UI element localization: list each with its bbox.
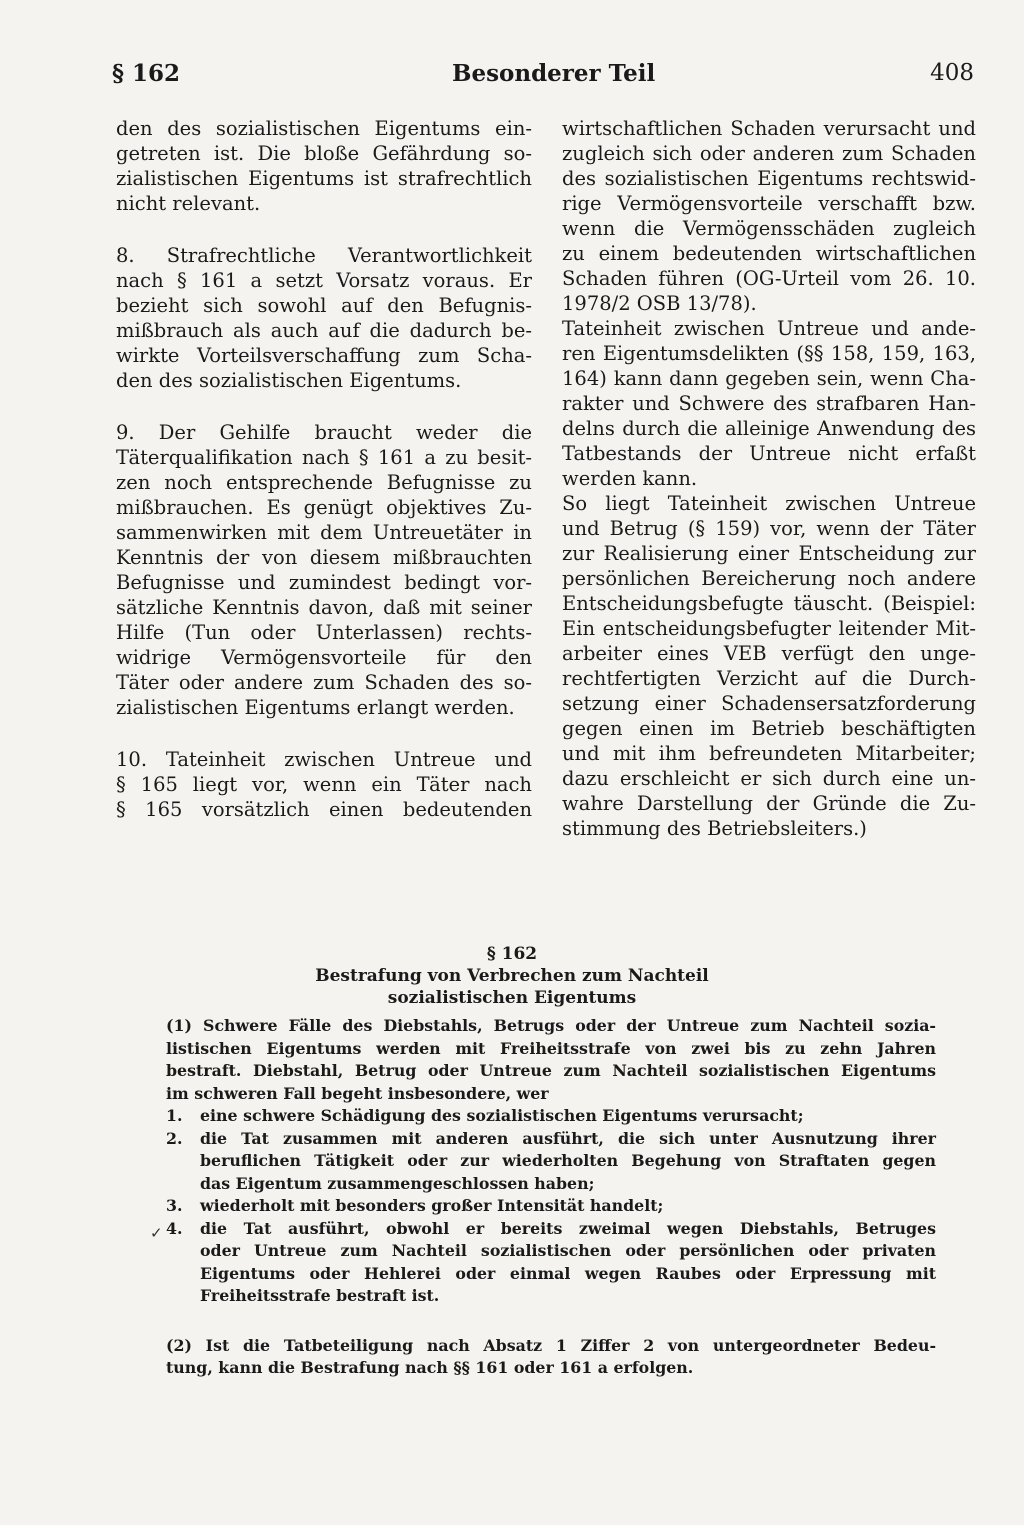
text-line: Befugnisse und zumindest bedingt vor- xyxy=(116,571,532,594)
text-line: sätzliche Kenntnis davon, daß mit seiner xyxy=(116,596,532,619)
text-line: delns durch die alleinige Anwendung des xyxy=(562,417,976,440)
text-line: das Eigentum zusammengeschlossen haben; xyxy=(200,1173,595,1193)
text-line: Schaden führen (OG-Urteil vom 26. 10. xyxy=(562,267,976,290)
text-line: 1978/2 OSB 13/78). xyxy=(562,292,757,315)
text-line: mißbrauchen. Es genügt objektives Zu- xyxy=(116,496,532,519)
text-line: wirtschaftlichen Schaden verursacht und xyxy=(562,117,976,140)
statute-paragraph-1 xyxy=(166,1015,936,1105)
text-line: nicht relevant. xyxy=(116,192,261,215)
text-line: wahre Darstellung der Gründe die Zu- xyxy=(562,792,976,815)
page-number: 408 xyxy=(930,60,974,86)
text-line: zur Realisierung einer Entscheidung zur xyxy=(562,542,976,565)
text-line: Entscheidungsbefugte täuscht. (Beispiel: xyxy=(562,592,976,615)
text-line: wirkte Vorteilsverschaffung zum Scha- xyxy=(116,344,532,367)
page-header xyxy=(112,60,974,94)
text-line: zialistischen Eigentums erlangt werden. xyxy=(116,696,515,719)
text-line: § 165 vorsätzlich einen bedeutenden xyxy=(116,798,532,821)
text-line: 8. Strafrechtliche Verantwortlichkeit xyxy=(116,244,532,267)
paragraph-9 xyxy=(116,420,532,720)
text-line: wenn die Vermögensschäden zugleich xyxy=(562,217,976,240)
text-line: bezieht sich sowohl auf den Befugnis- xyxy=(116,294,532,317)
text-line: Täter oder andere zum Schaden des so- xyxy=(116,671,532,694)
text-line: den des sozialistischen Eigentums. xyxy=(116,369,462,392)
text-line: Freiheitsstrafe bestraft ist. xyxy=(200,1286,440,1305)
text-line: ren Eigentumsdelikten (§§ 158, 159, 163, xyxy=(562,342,976,365)
text-line: rechtfertigten Verzicht auf die Durch- xyxy=(562,667,976,690)
text-line: zen noch entsprechende Befugnisse zu xyxy=(116,471,532,494)
header-title: Besonderer Teil xyxy=(452,60,656,87)
statute-title-line-2: sozialistischen Eigentums xyxy=(387,988,637,1008)
text-line: mißbrauch als auch auf die dadurch be- xyxy=(116,319,532,342)
text-line: sammenwirken mit dem Untreuetäter in xyxy=(116,521,532,544)
text-line: Täterqualifikation nach § 161 a zu besit- xyxy=(116,446,532,469)
paragraph-8 xyxy=(116,243,532,393)
text-line: Hilfe (Tun oder Unterlassen) rechts- xyxy=(116,621,532,644)
text-line: beruflichen Tätigkeit oder zur wiederholten Begehung von Straftaten gegen xyxy=(200,1151,936,1170)
list-item xyxy=(166,1218,936,1308)
text-line: gegen einen im Betrieb beschäftigten xyxy=(562,717,976,740)
text-line: die Tat ausführt, obwohl er bereits zweimal wegen Diebstahls, Betruges xyxy=(200,1218,936,1238)
text-line: Ein entscheidungsbefugter leitender Mit- xyxy=(562,617,976,640)
text-line: Tateinheit zwischen Untreue und ande- xyxy=(562,317,976,340)
text-line: 9. Der Gehilfe braucht weder die xyxy=(116,421,532,444)
text-line: den des sozialistischen Eigentums ein- xyxy=(116,117,532,140)
text-line: § 165 liegt vor, wenn ein Täter nach xyxy=(116,773,532,796)
list-item xyxy=(166,1105,936,1128)
text-line: persönlichen Bereicherung noch andere xyxy=(562,567,976,590)
text-line: Tatbestands der Untreue nicht erfaßt xyxy=(562,442,976,465)
text-line: listischen Eigentums werden mit Freiheitsstrafe von zwei bis zu zehn Jahren xyxy=(166,1038,936,1058)
right-column xyxy=(562,116,976,841)
paragraph-7-end xyxy=(116,116,532,216)
text-line: wiederholt mit besonders großer Intensität handelt; xyxy=(200,1196,664,1215)
list-item-number: 1. xyxy=(166,1106,183,1125)
statute-text xyxy=(166,1015,936,1380)
text-line: getreten ist. Die bloße Gefährdung so- xyxy=(116,142,532,165)
header-section: § 162 xyxy=(112,60,181,87)
list-item-number: 4. xyxy=(166,1218,183,1238)
text-line: tung, kann die Bestrafung nach §§ 161 oder 161 a erfolgen. xyxy=(166,1358,694,1377)
text-line: rige Vermögensvorteile verschafft bzw. xyxy=(562,192,976,215)
text-line: arbeiter eines VEB verfügt den unge- xyxy=(562,642,976,665)
text-line: und Betrug (§ 159) vor, wenn der Täter xyxy=(562,517,976,540)
text-line: widrige Vermögensvorteile für den xyxy=(116,646,532,669)
text-line: oder Untreue zum Nachteil sozialistischen oder persönlichen oder privaten xyxy=(200,1241,936,1260)
text-line: 10. Tateinheit zwischen Untreue und xyxy=(116,748,532,771)
statute-title-line-1: Bestrafung von Verbrechen zum Nachteil xyxy=(315,966,709,986)
handwritten-check-mark: ✓ xyxy=(150,1224,163,1242)
left-column xyxy=(116,116,532,822)
text-line: rakter und Schwere des strafbaren Han- xyxy=(562,392,976,415)
list-item xyxy=(166,1128,936,1196)
list-item xyxy=(166,1195,936,1218)
paragraph-10 xyxy=(116,747,532,822)
text-line: bestraft. Diebstahl, Betrug oder Untreue zum Nachteil sozialistischen Eigentums xyxy=(166,1061,936,1080)
text-line: 164) kann dann gegeben sein, wenn Cha- xyxy=(562,367,976,390)
text-line: dazu erschleicht er sich durch eine un- xyxy=(562,767,976,790)
text-line: werden kann. xyxy=(562,467,698,490)
text-line: zu einem bedeutenden wirtschaftlichen xyxy=(562,242,976,265)
text-line: setzung einer Schadensersatzforderung xyxy=(562,692,976,715)
text-line: des sozialistischen Eigentums rechtswid- xyxy=(562,167,976,190)
text-line: die Tat zusammen mit anderen ausführt, die sich unter Ausnutzung ihrer xyxy=(200,1128,936,1148)
text-line: eine schwere Schädigung des sozialistischen Eigentums verursacht; xyxy=(200,1106,804,1125)
text-line: (2) Ist die Tatbeteiligung nach Absatz 1 Ziffer 2 von untergeordneter Bedeu- xyxy=(166,1335,936,1355)
text-line: zugleich sich oder anderen zum Schaden xyxy=(562,142,976,165)
text-line: im schweren Fall begeht insbesondere, wer xyxy=(166,1083,549,1103)
text-line: zialistischen Eigentums ist strafrechtlich xyxy=(116,167,532,190)
statute-heading xyxy=(0,943,1024,1009)
text-line: Eigentums oder Hehlerei oder einmal wegen Raubes oder Erpressung mit xyxy=(200,1263,936,1283)
text-line: (1) Schwere Fälle des Diebstahls, Betrugs oder der Untreue zum Nachteil sozia- xyxy=(166,1016,936,1035)
text-line: So liegt Tateinheit zwischen Untreue xyxy=(562,492,976,515)
statute-number: § 162 xyxy=(486,944,538,964)
list-item-number: 2. xyxy=(166,1128,183,1148)
text-line: nach § 161 a setzt Vorsatz voraus. Er xyxy=(116,269,532,292)
text-line: stimmung des Betriebsleiters.) xyxy=(562,817,867,840)
text-line: Kenntnis der von diesem mißbrauchten xyxy=(116,546,532,569)
text-line: und mit ihm befreundeten Mitarbeiter; xyxy=(562,742,976,765)
statute-paragraph-2 xyxy=(166,1335,936,1380)
list-item-number: 3. xyxy=(166,1196,183,1215)
